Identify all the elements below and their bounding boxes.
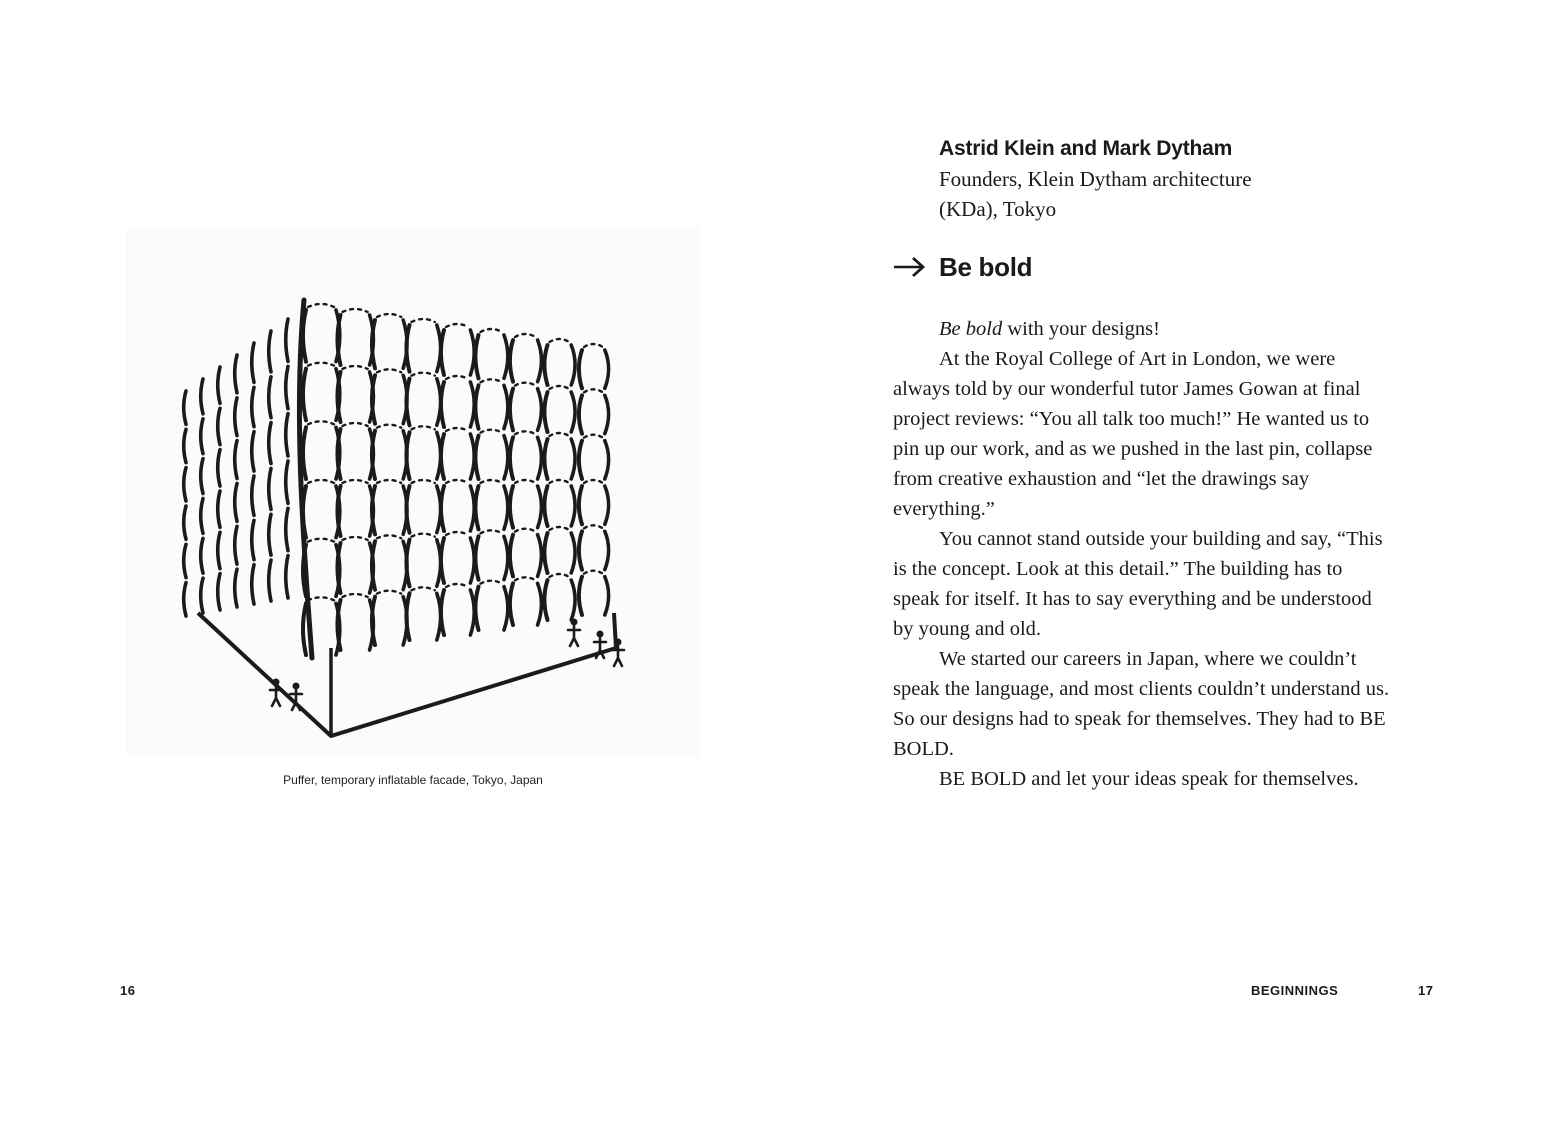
puff-edge-left bbox=[510, 437, 513, 479]
puff-edge-right bbox=[504, 587, 508, 630]
puff-edge-right bbox=[605, 531, 609, 569]
side-puff-edge bbox=[235, 355, 237, 393]
puff-seam bbox=[515, 334, 536, 337]
person-head bbox=[273, 679, 280, 686]
author-role-line-2: (KDa), Tokyo bbox=[939, 197, 1057, 221]
puff-edge-right bbox=[538, 583, 542, 625]
side-puff-edge bbox=[269, 469, 271, 510]
puff-seam bbox=[515, 529, 536, 532]
person-figure bbox=[612, 646, 624, 666]
puff-edge-left bbox=[407, 432, 410, 479]
side-puff-edge bbox=[184, 468, 186, 501]
puff-seam bbox=[377, 591, 401, 594]
puff-seam bbox=[308, 304, 334, 307]
puff-seam bbox=[550, 339, 570, 342]
puff-seam bbox=[481, 480, 503, 483]
puff-seam bbox=[343, 423, 368, 426]
body-text bbox=[893, 314, 1393, 794]
figure-caption: Puffer, temporary inflatable facade, Tokyo, Japan bbox=[283, 773, 543, 787]
puff-edge-left bbox=[545, 345, 548, 385]
side-puff-edge bbox=[184, 506, 186, 539]
puff-edge-left bbox=[476, 536, 479, 579]
puff-edge-left bbox=[545, 580, 548, 620]
puff-edge-right bbox=[504, 385, 508, 428]
puff-seam bbox=[481, 581, 503, 584]
heading-text: Be bold bbox=[939, 251, 1033, 282]
puff-seam bbox=[446, 532, 468, 535]
author-role-line-1: Founders, Klein Dytham architecture bbox=[939, 167, 1252, 191]
side-puff-edge bbox=[269, 377, 271, 418]
side-puff-edge bbox=[184, 429, 186, 462]
paragraph-4: We started our careers in Japan, where we couldn’t speak the language, and most clients couldn’t understand us. So our designs had to speak for themselves. They had to BE BOLD. bbox=[893, 648, 1390, 760]
paragraph-3: You cannot stand outside your building and say, “This is the concept. Look at this detail.” The building has to speak for itself. It has to say everything and be understood by young and old. bbox=[893, 528, 1383, 640]
puff-edge-right bbox=[571, 580, 575, 620]
puff-edge-right bbox=[605, 395, 609, 433]
puff-seam bbox=[481, 530, 503, 533]
puff-edge-left bbox=[476, 335, 479, 378]
puff-seam bbox=[412, 373, 435, 376]
author-block bbox=[939, 134, 1359, 224]
puff-edge-left bbox=[579, 577, 582, 615]
side-puff-edge bbox=[252, 343, 254, 382]
side-puff-edge bbox=[218, 367, 220, 403]
puff-edge-left bbox=[579, 441, 582, 479]
puff-edge-right bbox=[605, 577, 609, 615]
puff-edge-left bbox=[510, 340, 513, 382]
puff-seam bbox=[481, 329, 503, 332]
puff-seam bbox=[377, 425, 401, 428]
side-puff-edge bbox=[252, 520, 254, 559]
puff-edge-left bbox=[476, 587, 479, 630]
puff-edge-left bbox=[407, 325, 410, 372]
puff-edge-left bbox=[510, 535, 513, 577]
paragraph-1-rest: with your designs! bbox=[1002, 318, 1160, 340]
puff-seam bbox=[343, 309, 368, 312]
side-puff-edge bbox=[286, 461, 288, 503]
puff-seam bbox=[377, 369, 401, 372]
puff-seam bbox=[343, 366, 368, 369]
paragraph-2: At the Royal College of Art in London, we were always told by our wonderful tutor James Gowan at final project reviews: “You all talk too much!” He wanted us to pin up our work, and as we pushed in the last pin, collapse from creative exhaustion and “let the drawings say everything.” bbox=[893, 348, 1373, 520]
puff-seam bbox=[308, 539, 334, 542]
side-puff-edge bbox=[269, 423, 271, 464]
puff-seam bbox=[446, 376, 468, 379]
puff-edge-right bbox=[571, 439, 575, 479]
puff-seam bbox=[446, 584, 468, 587]
puff-seam bbox=[550, 574, 570, 577]
puff-edge-left bbox=[476, 385, 479, 428]
puff-seam bbox=[412, 319, 435, 322]
puff-seam bbox=[446, 324, 468, 327]
puff-seam bbox=[584, 435, 603, 438]
puff-seam bbox=[446, 480, 468, 483]
puff-edge-left bbox=[476, 436, 479, 479]
puff-edge-left bbox=[545, 439, 548, 479]
puff-edge-right bbox=[571, 345, 575, 385]
person-figure bbox=[568, 626, 580, 646]
puff-edge-right bbox=[538, 340, 542, 382]
puff-edge-left bbox=[407, 540, 410, 587]
running-head: BEGINNINGS bbox=[1251, 983, 1339, 998]
puff-edge-left bbox=[579, 486, 582, 524]
side-puff-edge bbox=[269, 560, 271, 601]
puff-edge-right bbox=[571, 486, 575, 526]
puff-edge-left bbox=[545, 533, 548, 573]
puff-edge-left bbox=[579, 531, 582, 569]
side-puff-edge bbox=[286, 556, 288, 598]
puff-edge-right bbox=[538, 437, 542, 479]
puff-seam bbox=[308, 421, 334, 424]
puff-seam bbox=[412, 426, 435, 429]
puff-edge-left bbox=[579, 395, 582, 433]
puff-seam bbox=[584, 480, 603, 483]
side-puff-edge bbox=[252, 432, 254, 471]
puff-seam bbox=[446, 428, 468, 431]
side-puff-edge bbox=[235, 526, 237, 564]
puff-edge-left bbox=[441, 382, 444, 427]
puff-edge-right bbox=[605, 441, 609, 479]
puff-edge-left bbox=[407, 379, 410, 426]
puff-edge-right bbox=[504, 536, 508, 579]
puff-edge-left bbox=[510, 389, 513, 431]
page-number-left: 16 bbox=[120, 983, 136, 998]
puff-edge-left bbox=[579, 350, 582, 388]
side-puff-edge bbox=[201, 379, 203, 414]
puff-seam bbox=[515, 577, 536, 580]
puff-seam bbox=[550, 480, 570, 483]
side-puff-edge bbox=[218, 408, 220, 444]
puff-edge-right bbox=[571, 533, 575, 573]
puff-edge-right bbox=[538, 389, 542, 431]
puff-edge-right bbox=[538, 486, 542, 528]
puff-edge-right bbox=[504, 436, 508, 479]
person-head bbox=[615, 639, 622, 646]
side-puff-edge bbox=[218, 532, 220, 568]
puff-seam bbox=[515, 431, 536, 434]
puff-seam bbox=[412, 480, 435, 483]
arrow-right-icon bbox=[893, 256, 927, 278]
side-puff-edge bbox=[184, 583, 186, 616]
side-puff-edge bbox=[235, 398, 237, 436]
person-head bbox=[571, 619, 578, 626]
emphasis-be-bold: Be bold bbox=[939, 318, 1003, 340]
puff-edge-right bbox=[605, 486, 609, 524]
puff-seam bbox=[584, 571, 603, 574]
side-puff-edge bbox=[235, 484, 237, 522]
side-puff-edge bbox=[235, 569, 237, 607]
puff-edge-left bbox=[441, 590, 444, 635]
puff-seam bbox=[343, 594, 368, 597]
side-puff-edge bbox=[201, 459, 203, 494]
puff-edge-left bbox=[545, 486, 548, 526]
facade-sketch-figure bbox=[126, 228, 700, 756]
side-puff-edge bbox=[218, 450, 220, 486]
puff-edge-right bbox=[571, 392, 575, 432]
puff-seam bbox=[412, 534, 435, 537]
puff-edge-left bbox=[441, 330, 444, 375]
puff-edge-left bbox=[476, 486, 479, 529]
puff-seam bbox=[515, 383, 536, 386]
side-puff-edge bbox=[286, 319, 288, 361]
puff-edge-left bbox=[441, 538, 444, 583]
inflatable-facade-sketch bbox=[126, 228, 700, 756]
side-puff-edge bbox=[269, 514, 271, 555]
puff-edge-left bbox=[441, 486, 444, 531]
puff-seam bbox=[515, 480, 536, 483]
side-puff-edge bbox=[218, 574, 220, 610]
puff-edge-left bbox=[407, 593, 410, 640]
puff-seam bbox=[550, 386, 570, 389]
side-puff-edge bbox=[269, 331, 271, 372]
side-puff-edge bbox=[252, 476, 254, 515]
paragraph-1 bbox=[893, 314, 1393, 344]
puff-seam bbox=[550, 433, 570, 436]
side-puff-edge bbox=[201, 538, 203, 573]
puff-edge-left bbox=[510, 486, 513, 528]
side-puff-edge bbox=[252, 565, 254, 604]
side-puff-edge bbox=[252, 387, 254, 426]
person-head bbox=[597, 631, 604, 638]
puff-seam bbox=[377, 535, 401, 538]
puff-seam bbox=[584, 525, 603, 528]
puff-seam bbox=[584, 389, 603, 392]
puff-edge-left bbox=[303, 369, 306, 421]
puff-seam bbox=[343, 480, 368, 483]
puff-edge-left bbox=[407, 486, 410, 533]
puff-seam bbox=[308, 597, 334, 600]
side-puff-edge bbox=[286, 414, 288, 456]
side-puff-edge bbox=[184, 544, 186, 577]
puff-seam bbox=[308, 363, 334, 366]
puff-seam bbox=[481, 430, 503, 433]
puff-seam bbox=[412, 587, 435, 590]
side-puff-edge bbox=[201, 578, 203, 613]
puff-seam bbox=[584, 344, 603, 347]
puff-seam bbox=[377, 314, 401, 317]
side-puff-edge bbox=[201, 499, 203, 534]
puff-edge-left bbox=[545, 392, 548, 432]
puff-edge-left bbox=[510, 583, 513, 625]
author-name: Astrid Klein and Mark Dytham bbox=[939, 137, 1233, 160]
person-head bbox=[293, 683, 300, 690]
puff-edge-right bbox=[504, 486, 508, 529]
puff-seam bbox=[343, 537, 368, 540]
puff-seam bbox=[550, 527, 570, 530]
puff-edge-left bbox=[441, 434, 444, 479]
person-figure bbox=[270, 686, 282, 706]
side-puff-edge bbox=[201, 419, 203, 454]
puff-edge-right bbox=[538, 535, 542, 577]
puff-edge-left bbox=[303, 603, 306, 655]
side-puff-edge bbox=[286, 508, 288, 550]
puff-seam bbox=[481, 379, 503, 382]
side-puff-edge bbox=[235, 441, 237, 479]
side-puff-edge bbox=[218, 491, 220, 527]
section-heading bbox=[893, 250, 1032, 284]
puff-edge-right bbox=[504, 335, 508, 378]
paragraph-5: BE BOLD and let your ideas speak for themselves. bbox=[939, 768, 1359, 790]
puff-seam bbox=[308, 480, 334, 483]
side-puff-edge bbox=[286, 366, 288, 408]
puff-edge-right bbox=[605, 350, 609, 388]
side-puff-edge bbox=[184, 391, 186, 424]
puff-edge-left bbox=[303, 427, 306, 479]
puff-seam bbox=[377, 480, 401, 483]
page-number-right: 17 bbox=[1418, 983, 1434, 998]
